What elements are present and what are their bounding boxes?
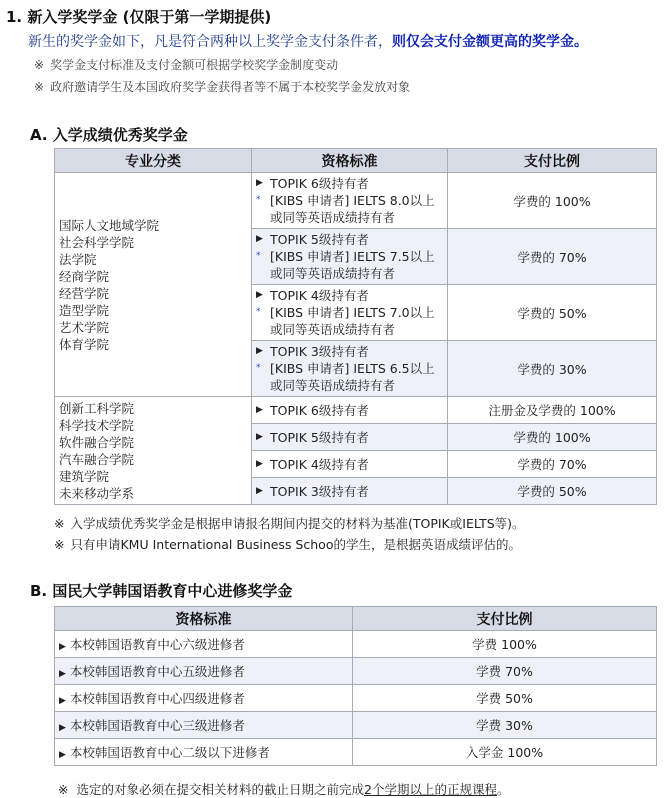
ratio-cell: 学费的 50% bbox=[448, 478, 657, 505]
section-a-note-1: ※ 入学成绩优秀奖学金是根据申请报名期间内提交的材料为基准(TOPIK或IELTS等)。 bbox=[54, 516, 525, 531]
ratio-cell: 入学金 100% bbox=[353, 739, 657, 766]
intro-bold: 则仅会支付金额更高的奖学金。 bbox=[392, 34, 588, 50]
triangle-icon: ▶ bbox=[59, 642, 66, 652]
group2-majors: 创新工科学院 科学技术学院 软件融合学院 汽车融合学院 建筑学院 未来移动学系 bbox=[55, 397, 252, 505]
table-row: ▶ TOPIK 5级持有者 * [KIBS 申请者] IELTS 7.5以上 或同等英语成绩持有者 bbox=[252, 229, 448, 285]
ratio-cell: 学费的 70% bbox=[448, 229, 657, 285]
table-b bbox=[54, 606, 657, 766]
triangle-icon: ▶ bbox=[256, 234, 263, 244]
triangle-icon: ▶ bbox=[59, 750, 66, 760]
asterisk-icon: * bbox=[256, 195, 261, 205]
intro-text bbox=[28, 31, 588, 51]
triangle-icon: ▶ bbox=[256, 178, 263, 188]
ratio-cell: 注册金及学费的 100% bbox=[448, 397, 657, 424]
section-a-title: A. 入学成绩优秀奖学金 bbox=[30, 126, 188, 144]
page-title: 1. 新入学奖学金 (仅限于第一学期提供) bbox=[6, 8, 272, 26]
triangle-icon: ▶ bbox=[256, 290, 263, 300]
ratio-cell: 学费的 100% bbox=[448, 424, 657, 451]
table-row: ▶ 本校韩国语教育中心五级进修者 bbox=[55, 658, 353, 685]
header-criteria-b: 资格标准 bbox=[55, 607, 353, 631]
table-row: ▶ TOPIK 4级持有者 * [KIBS 申请者] IELTS 7.0以上 或同等英语成绩持有者 bbox=[252, 285, 448, 341]
triangle-icon: ▶ bbox=[256, 458, 263, 469]
table-row: ▶ TOPIK 3级持有者 * [KIBS 申请者] IELTS 6.5以上 或同等英语成绩持有者 bbox=[252, 341, 448, 397]
section-b-title: B. 国民大学韩国语教育中心进修奖学金 bbox=[30, 582, 293, 600]
group1-majors: 国际人文地域学院 社会科学学院 法学院 经商学院 经营学院 造型学院 艺术学院 体育学院 bbox=[55, 173, 252, 397]
table-a bbox=[54, 148, 657, 505]
table-row: ▶ 本校韩国语教育中心六级进修者 bbox=[55, 631, 353, 658]
table-row: ▶ TOPIK 4级持有者 bbox=[252, 451, 448, 478]
table-row: ▶ TOPIK 6级持有者 * [KIBS 申请者] IELTS 8.0以上 或同等英语成绩持有者 bbox=[252, 173, 448, 229]
header-major: 专业分类 bbox=[55, 149, 252, 173]
table-row: ▶ 本校韩国语教育中心二级以下进修者 bbox=[55, 739, 353, 766]
intro-plain: 新生的奖学金如下，凡是符合两种以上奖学金支付条件者， bbox=[28, 34, 392, 50]
header-ratio-b: 支付比例 bbox=[353, 607, 657, 631]
triangle-icon: ▶ bbox=[59, 669, 66, 679]
asterisk-icon: * bbox=[256, 363, 261, 373]
table-row: ▶ TOPIK 5级持有者 bbox=[252, 424, 448, 451]
triangle-icon: ▶ bbox=[256, 431, 263, 442]
ratio-cell: 学费 50% bbox=[353, 685, 657, 712]
ratio-cell: 学费 100% bbox=[353, 631, 657, 658]
triangle-icon: ▶ bbox=[256, 346, 263, 356]
table-row: ▶ TOPIK 3级持有者 bbox=[252, 478, 448, 505]
table-row: ▶ TOPIK 6级持有者 bbox=[252, 397, 448, 424]
triangle-icon: ▶ bbox=[256, 485, 263, 496]
ratio-cell: 学费的 30% bbox=[448, 341, 657, 397]
ratio-cell: 学费的 100% bbox=[448, 173, 657, 229]
triangle-icon: ▶ bbox=[59, 723, 66, 733]
section-a-note-2: ※ 只有申请KMU International Business Schoo的学生，是根据英语成绩评估的。 bbox=[54, 537, 521, 552]
asterisk-icon: * bbox=[256, 307, 261, 317]
section-b-footnote: ※ 选定的对象必须在提交相关材料的截止日期之前完成2个学期以上的正规课程。 bbox=[58, 782, 510, 797]
header-note-2: ※ 政府邀请学生及本国政府奖学金获得者等不属于本校奖学金发放对象 bbox=[34, 80, 411, 94]
triangle-icon: ▶ bbox=[59, 696, 66, 706]
asterisk-icon: * bbox=[256, 251, 261, 261]
ratio-cell: 学费的 50% bbox=[448, 285, 657, 341]
ratio-cell: 学费的 70% bbox=[448, 451, 657, 478]
table-row: ▶ 本校韩国语教育中心四级进修者 bbox=[55, 685, 353, 712]
table-row: ▶ 本校韩国语教育中心三级进修者 bbox=[55, 712, 353, 739]
triangle-icon: ▶ bbox=[256, 404, 263, 415]
ratio-cell: 学费 70% bbox=[353, 658, 657, 685]
ratio-cell: 学费 30% bbox=[353, 712, 657, 739]
header-ratio: 支付比例 bbox=[448, 149, 657, 173]
header-note-1: ※ 奖学金支付标准及支付金额可根据学校奖学金制度变动 bbox=[34, 58, 339, 72]
header-criteria: 资格标准 bbox=[252, 149, 448, 173]
